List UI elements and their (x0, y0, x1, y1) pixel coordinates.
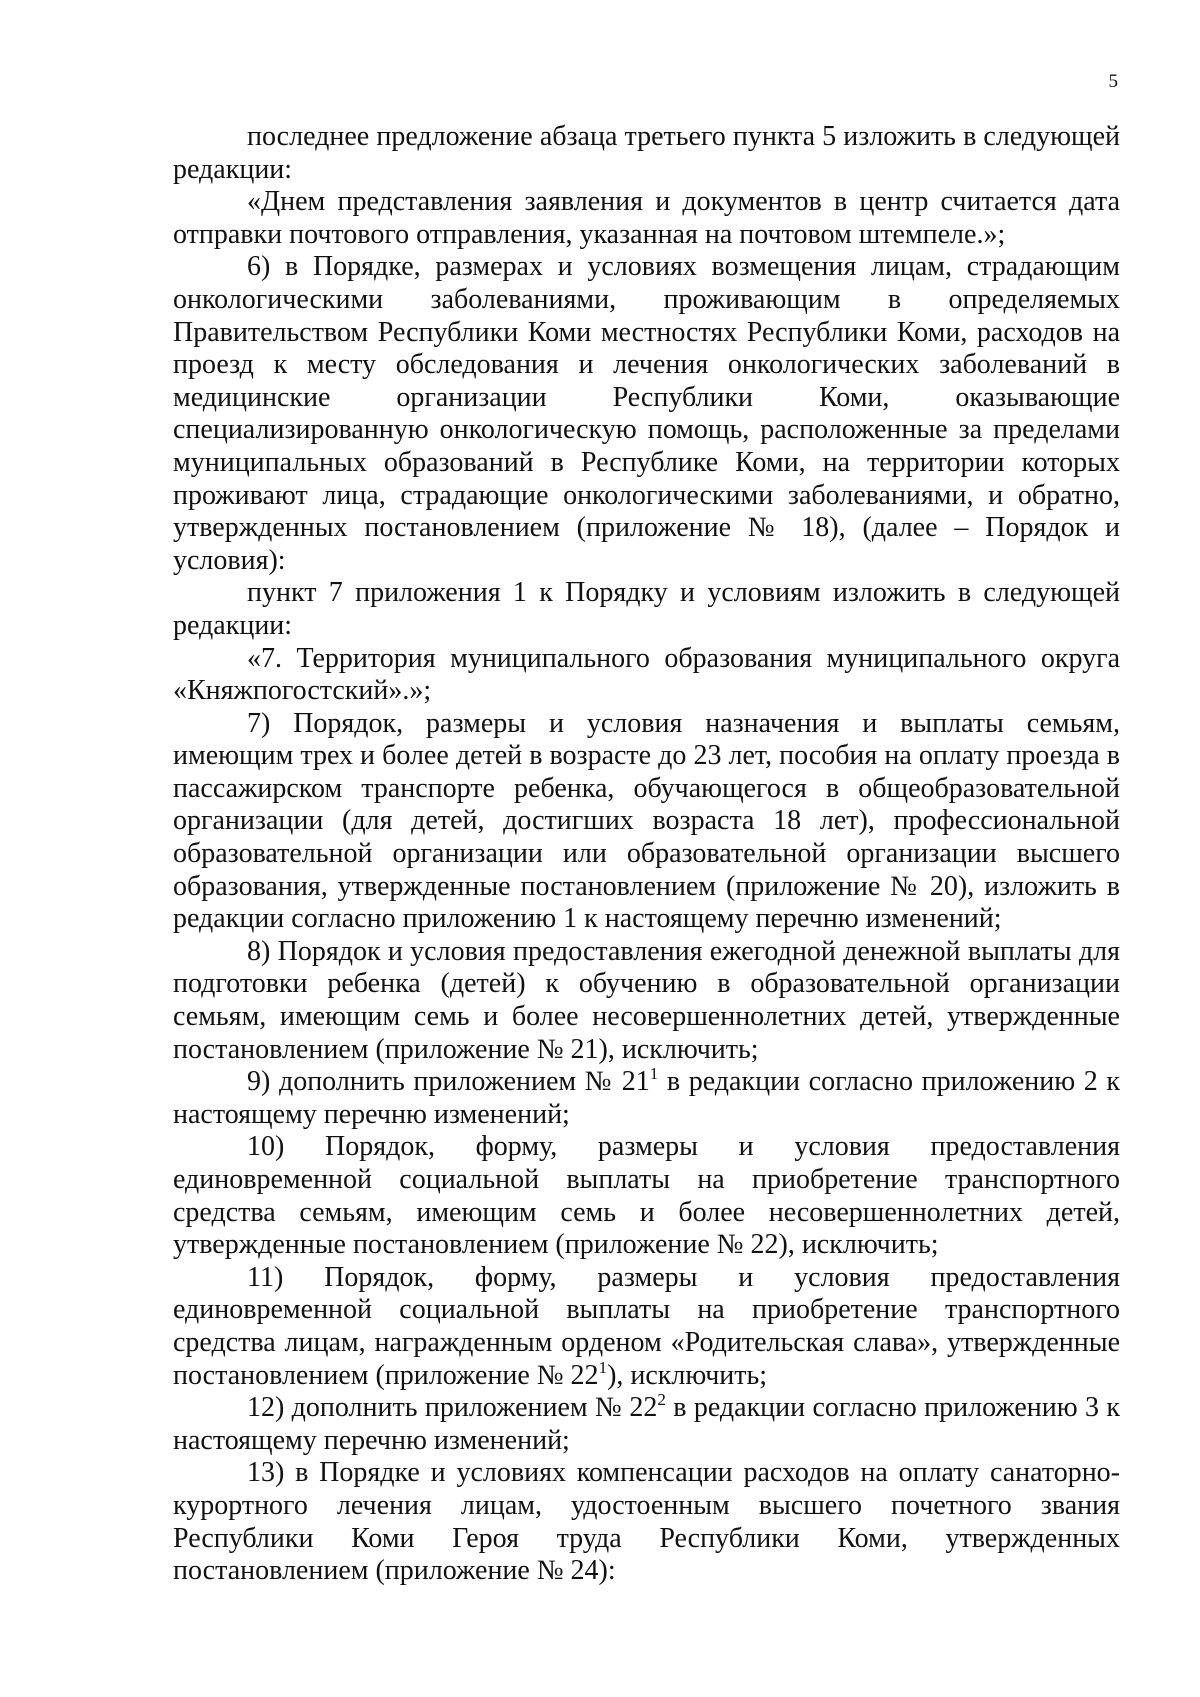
paragraph-item-8-annual-payment: 8) Порядок и условия предоставления ежегодной денежной выплаты для подготовки ребенка (детей) к обучению в образовательной организации семьям, имеющим семь и более несовершеннолетних детей, утвержденные постановлением (приложение № 21), исключить; (173, 935, 1120, 1065)
paragraph-item-11-parental-glory: 11) Порядок, форму, размеры и условия предоставления единовременной социальной выплаты на приобретение транспортного средства лицам, награжденным орденом «Родительская слава», утвержденные постановлением (приложение № $22^1$), исключить; (173, 1261, 1120, 1391)
superscript-index: 2 (657, 1390, 666, 1410)
paragraph-item-6-oncology-travel: 6) в Порядке, размерах и условиях возмещения лицам, страдающим онкологическими заболеваниями, проживающим в определяемых Правительством Республики Коми местностях Республики Коми, расходов на проезд к месту обследования и лечения онкологических заболеваний в медицинские организации Республики Коми, оказывающие специализированную онкологическую помощь, расположенные за пределами муниципальных образований в Республике Коми, на территории которых проживают лица, страдающие онкологическими заболеваниями, и обратно, утвержденных постановлением (приложение № 18), (далее – Порядок и условия): (173, 251, 1120, 576)
paragraph-item-10-vehicle-payment: 10) Порядок, форму, размеры и условия предоставления единовременной социальной выплаты на приобретение транспортного средства семьям, имеющим семь и более несовершеннолетних детей, утвержденные постановлением (приложение № 22), исключить; (173, 1131, 1120, 1261)
paragraph-item-12-appendix-22-2: 12) дополнить приложением № $22^2$ в редакции согласно приложению 3 к настоящему перечню изменений; (173, 1390, 1120, 1456)
paragraph-point-7-appendix-1: пункт 7 приложения 1 к Порядку и условиям изложить в следующей редакции: (173, 577, 1120, 641)
document-body (173, 121, 1120, 1588)
paragraph-knyazhpogostsky-territory: «7. Территория муниципального образования муниципального округа «Княжпогостский».»; (173, 642, 1120, 707)
paragraph-item-9-appendix-21-1: 9) дополнить приложением № $21^1$ в редакции согласно приложению 2 к настоящему перечню изменений; (173, 1064, 1120, 1130)
paragraph-submission-date-quote: «Днем представления заявления и документов в центр считается дата отправки почтового отправления, указанная на почтовом штемпеле.»; (173, 186, 1120, 250)
paragraph-item-13-sanatorium: 13) в Порядке и условиях компенсации расходов на оплату санаторно-курортного лечения лицам, удостоенным высшего почетного звания Республики Коми Героя труда Республики Коми, утвержденных постановлением (приложение № 24): (173, 1457, 1120, 1587)
superscript-index: 1 (649, 1064, 659, 1084)
superscript-index: 1 (598, 1357, 608, 1377)
paragraph-last-sentence-clause: последнее предложение абзаца третьего пункта 5 изложить в следующей редакции: (173, 121, 1120, 185)
page-number: 5 (1108, 71, 1118, 92)
paragraph-item-7-travel-allowance: 7) Порядок, размеры и условия назначения и выплаты семьям, имеющим трех и более детей в возрасте до 23 лет, пособия на оплату проезда в пассажирском транспорте ребенка, обучающегося в общеобразовательной организации (для детей, достигших возраста 18 лет), профессиональной образовательной организации или образовательной организации высшего образования, утвержденные постановлением (приложение № 20), изложить в редакции согласно приложению 1 к настоящему перечню изменений; (173, 707, 1120, 935)
